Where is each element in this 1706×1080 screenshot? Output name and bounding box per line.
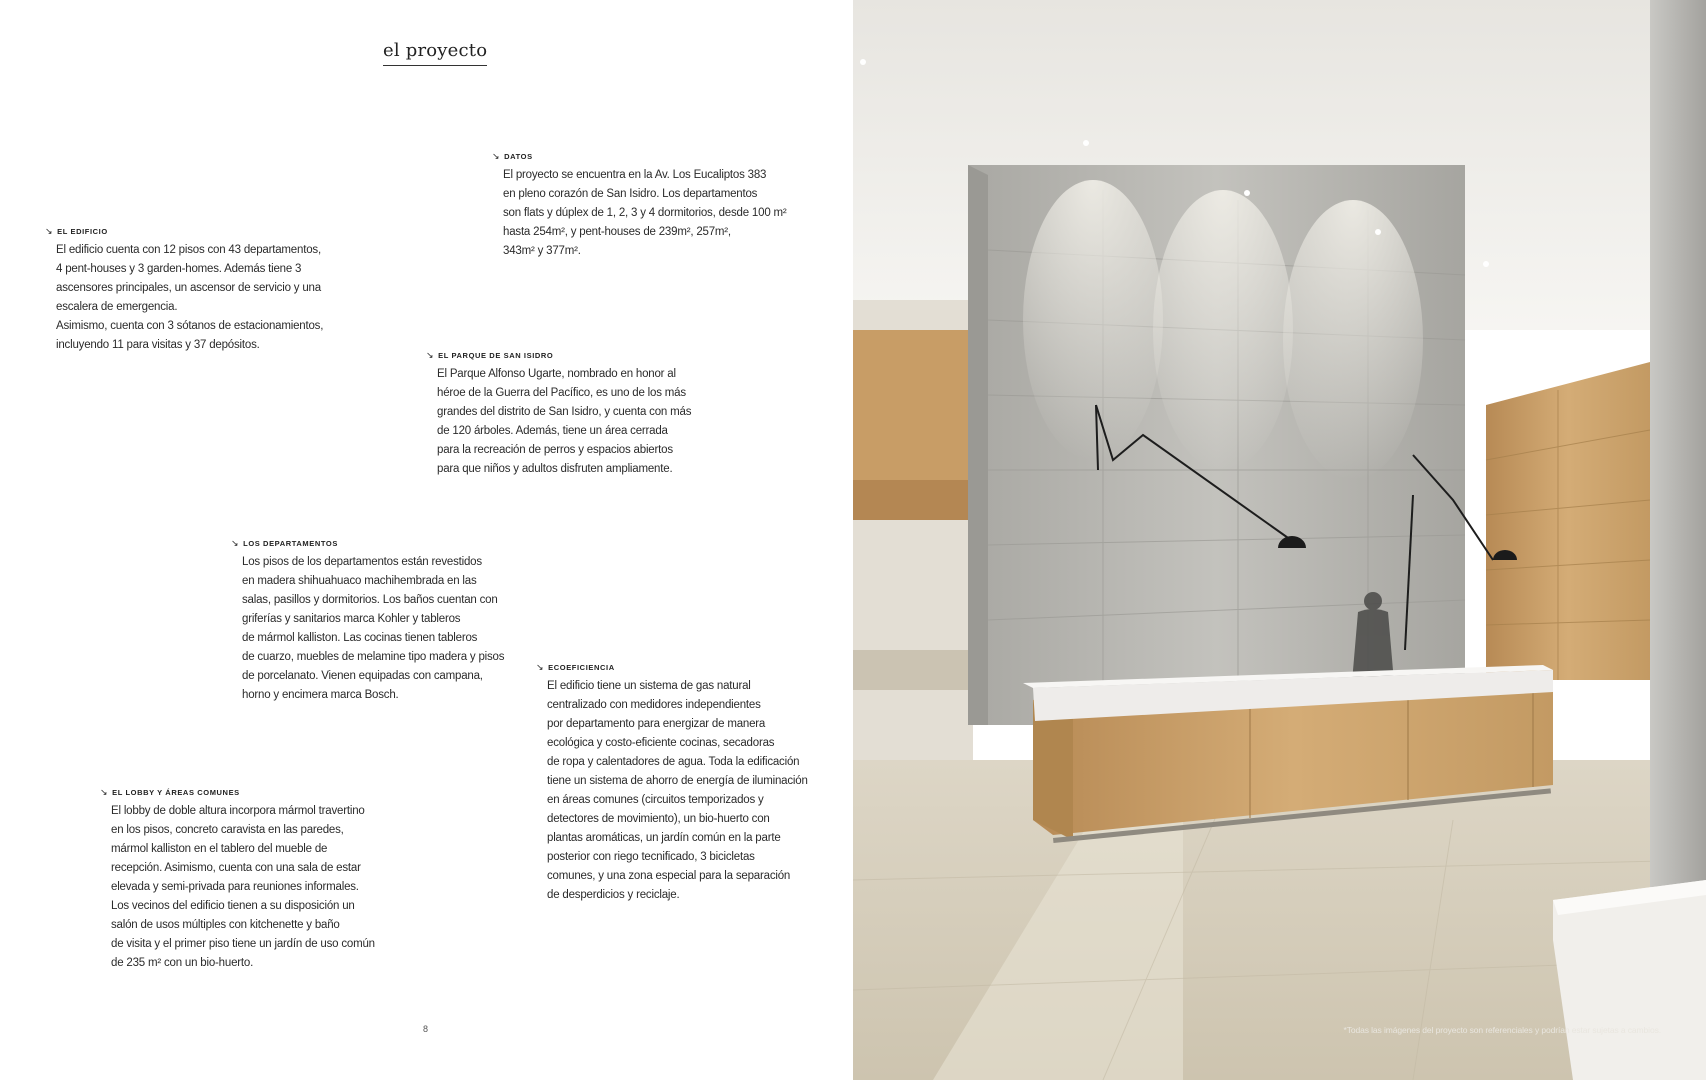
section-lobby [100,787,375,973]
text-line: 343m² y 377m². [503,245,581,257]
page-number: 8 [423,1024,429,1034]
text-line: El lobby de doble altura incorpora mármol travertino [111,805,365,817]
text-line: posterior con riego tecnificado, 3 bicicletas [547,851,755,863]
arrow-icon: ↘ [45,226,54,236]
text-line: detectores de movimiento), un bio-huerto con [547,813,770,825]
text-line: mármol kalliston en el tablero del mueble de [111,843,328,855]
text-line: héroe de la Guerra del Pacífico, es uno de los más [437,387,686,399]
text-line: de mármol kalliston. Las cocinas tienen tableros [242,632,478,644]
section-parque [426,350,692,479]
section-heading: ↘ ECOEFICIENCIA [536,662,615,672]
text-line: comunes, y una zona especial para la separación [547,870,791,882]
section-departamentos [231,538,505,705]
section-heading: ↘ EL PARQUE DE SAN ISIDRO [426,350,554,360]
text-line: de visita y el primer piso tiene un jardín de uso común [111,938,375,950]
text-line: El Parque Alfonso Ugarte, nombrado en honor al [437,368,676,380]
text-line: hasta 254m², y pent-houses de 239m², 257m², [503,226,731,238]
text-line: Los pisos de los departamentos están revestidos [242,556,482,568]
text-line: salas, pasillos y dormitorios. Los baños cuentan con [242,594,498,606]
text-line: horno y encimera marca Bosch. [242,689,399,701]
text-line: El edificio cuenta con 12 pisos con 43 departamentos, [56,244,321,256]
text-line: griferías y sanitarios marca Kohler y tableros [242,613,461,625]
text-line: ecológica y costo-eficiente cocinas, secadoras [547,737,775,749]
section-body [547,677,808,905]
text-line: por departamento para energizar de manera [547,718,766,730]
section-edificio [45,226,324,355]
section-datos [492,151,787,261]
text-line: Los vecinos del edificio tienen a su disposición un [111,900,355,912]
text-line: salón de usos múltiples con kitchenette y baño [111,919,340,931]
text-line: en madera shihuahuaco machihembrada en las [242,575,477,587]
text-line: para que niños y adultos disfruten ampliamente. [437,463,673,475]
text-line: grandes del distrito de San Isidro, y cuenta con más [437,406,692,418]
text-line: en pleno corazón de San Isidro. Los departamentos [503,188,758,200]
text-line: de ropa y calentadores de agua. Toda la edificación [547,756,800,768]
text-line: 4 pent-houses y 3 garden-homes. Además tiene 3 [56,263,302,275]
arrow-icon: ↘ [100,787,109,797]
section-heading: ↘ LOS DEPARTAMENTOS [231,538,338,548]
text-line: El proyecto se encuentra en la Av. Los Eucaliptos 383 [503,169,767,181]
lobby-photo [853,0,1706,1080]
text-line: de desperdicios y reciclaje. [547,889,680,901]
section-heading: ↘ EL EDIFICIO [45,226,108,236]
section-body [56,241,323,355]
section-heading: ↘ EL LOBBY Y ÁREAS COMUNES [100,787,240,797]
section-body [242,553,504,705]
text-line: tiene un sistema de ahorro de energía de iluminación [547,775,808,787]
page-title: el proyecto [383,40,487,66]
text-line: en los pisos, concreto caravista en las paredes, [111,824,344,836]
text-line: Asimismo, cuenta con 3 sótanos de estacionamientos, [56,320,324,332]
section-ecoeficiencia [536,662,808,905]
arrow-icon: ↘ [426,350,435,360]
text-line: elevada y semi-privada para reuniones informales. [111,881,359,893]
arrow-icon: ↘ [536,662,545,672]
text-line: ascensores principales, un ascensor de servicio y una [56,282,321,294]
text-line: de 235 m² con un bio-huerto. [111,957,254,969]
text-line: plantas aromáticas, un jardín común en la parte [547,832,781,844]
arrow-icon: ↘ [231,538,240,548]
text-line: El edificio tiene un sistema de gas natural [547,680,751,692]
text-line: en áreas comunes (circuitos temporizados y [547,794,764,806]
section-body [503,166,787,261]
text-line: escalera de emergencia. [56,301,178,313]
text-line: para la recreación de perros y espacios abiertos [437,444,673,456]
text-line: incluyendo 11 para visitas y 37 depósitos. [56,339,260,351]
text-line: recepción. Asimismo, cuenta con una sala de estar [111,862,361,874]
text-line: de 120 árboles. Además, tiene un área cerrada [437,425,668,437]
text-line: de cuarzo, muebles de melamine tipo madera y pisos [242,651,505,663]
section-heading: ↘ DATOS [492,151,533,161]
text-line: de porcelanato. Vienen equipadas con campana, [242,670,483,682]
lobby-illustration [853,0,1706,1080]
text-line: son flats y dúplex de 1, 2, 3 y 4 dormitorios, desde 100 m² [503,207,787,219]
section-body [437,365,691,479]
disclaimer-note: *Todas las imágenes del proyecto son referenciales y podrían estar sujetas a cambios. [1343,1025,1661,1035]
text-line: centralizado con medidores independientes [547,699,761,711]
arrow-icon: ↘ [492,151,501,161]
section-body [111,802,375,973]
